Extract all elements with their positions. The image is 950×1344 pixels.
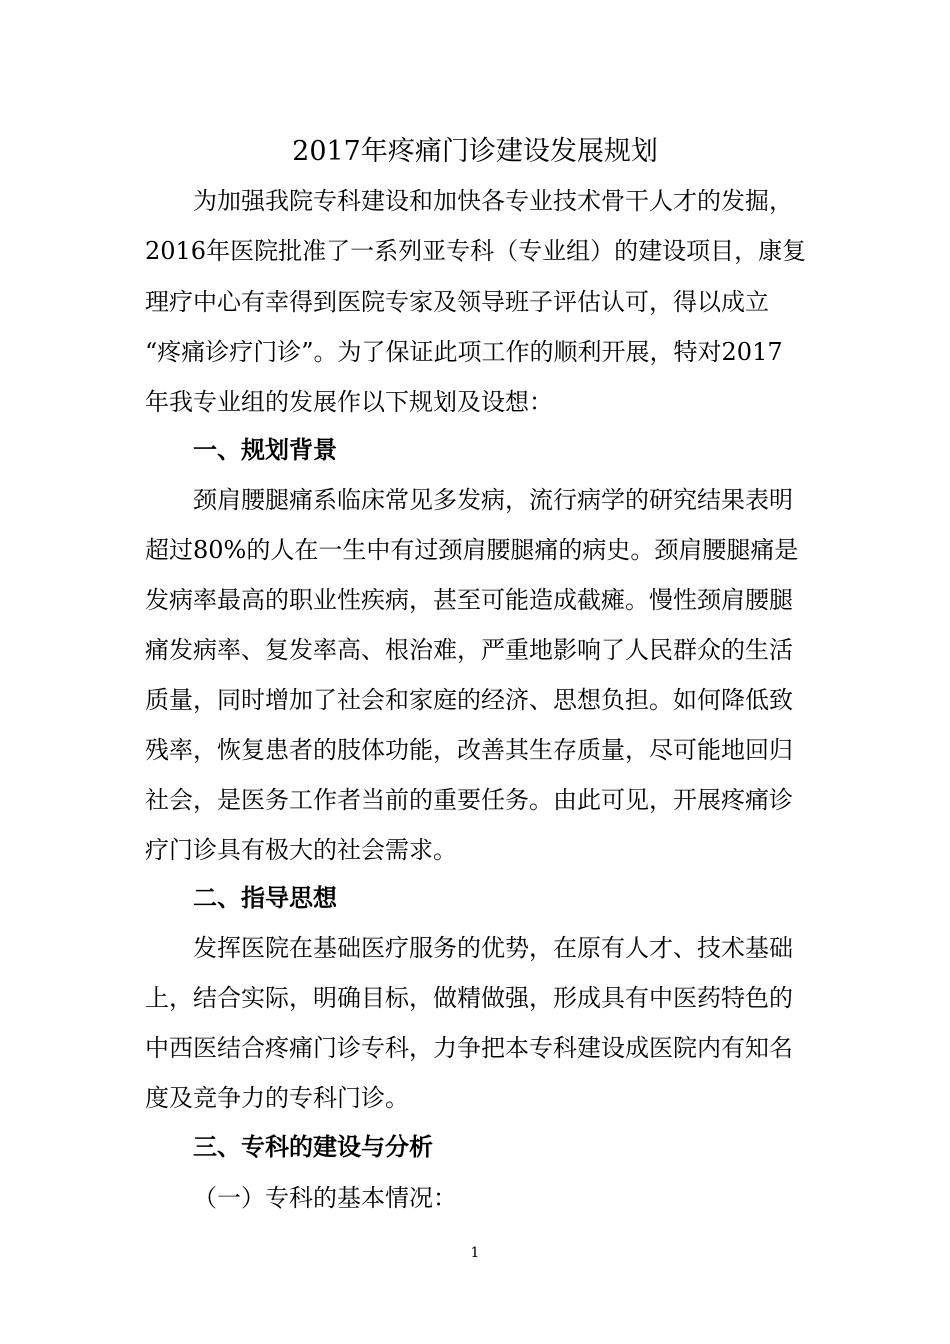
section-1-heading: 一、规划背景 — [193, 435, 337, 464]
intro-line-3: 理疗中心有幸得到医院专家及领导班子评估认可，得以成立 — [145, 288, 769, 316]
document-title: 2017年疼痛门诊建设发展规划 — [292, 136, 658, 167]
section-1-line-3: 发病率最高的职业性疾病，甚至可能造成截瘫。慢性颈肩腰腿 — [145, 586, 793, 614]
section-3-subheading: （一）专科的基本情况： — [193, 1184, 457, 1212]
section-1-line-8: 疗门诊具有极大的社会需求。 — [145, 836, 457, 864]
section-1-line-7: 社会，是医务工作者当前的重要任务。由此可见，开展疼痛诊 — [145, 786, 793, 814]
section-2-heading: 二、指导思想 — [193, 883, 337, 912]
section-3-heading: 三、专科的建设与分析 — [193, 1132, 433, 1161]
section-1-line-5: 质量，同时增加了社会和家庭的经济、思想负担。如何降低致 — [145, 686, 793, 714]
intro-line-4: “疼痛诊疗门诊”。为了保证此项工作的顺利开展，特对2017 — [145, 338, 783, 366]
section-1-line-1: 颈肩腰腿痛系临床常见多发病，流行病学的研究结果表明 — [193, 486, 793, 514]
intro-line-1: 为加强我院专科建设和加快各专业技术骨干人才的发掘， — [193, 187, 793, 215]
page-number: 1 — [470, 1245, 480, 1261]
section-2-line-2: 上，结合实际，明确目标，做精做强，形成具有中医药特色的 — [145, 984, 793, 1012]
intro-line-5: 年我专业组的发展作以下规划及设想： — [145, 388, 553, 416]
section-1-line-2: 超过80%的人在一生中有过颈肩腰腿痛的病史。颈肩腰腿痛是 — [145, 536, 799, 564]
section-2-line-3: 中西医结合疼痛门诊专科，力争把本专科建设成医院内有知名 — [145, 1034, 793, 1062]
section-2-line-1: 发挥医院在基础医疗服务的优势，在原有人才、技术基础 — [193, 934, 793, 962]
intro-line-2: 2016年医院批准了一系列亚专科（专业组）的建设项目，康复 — [145, 237, 807, 265]
section-1-line-4: 痛发病率、复发率高、根治难，严重地影响了人民群众的生活 — [145, 636, 793, 664]
section-1-line-6: 残率，恢复患者的肢体功能，改善其生存质量，尽可能地回归 — [145, 736, 793, 764]
section-2-line-4: 度及竞争力的专科门诊。 — [145, 1084, 409, 1112]
